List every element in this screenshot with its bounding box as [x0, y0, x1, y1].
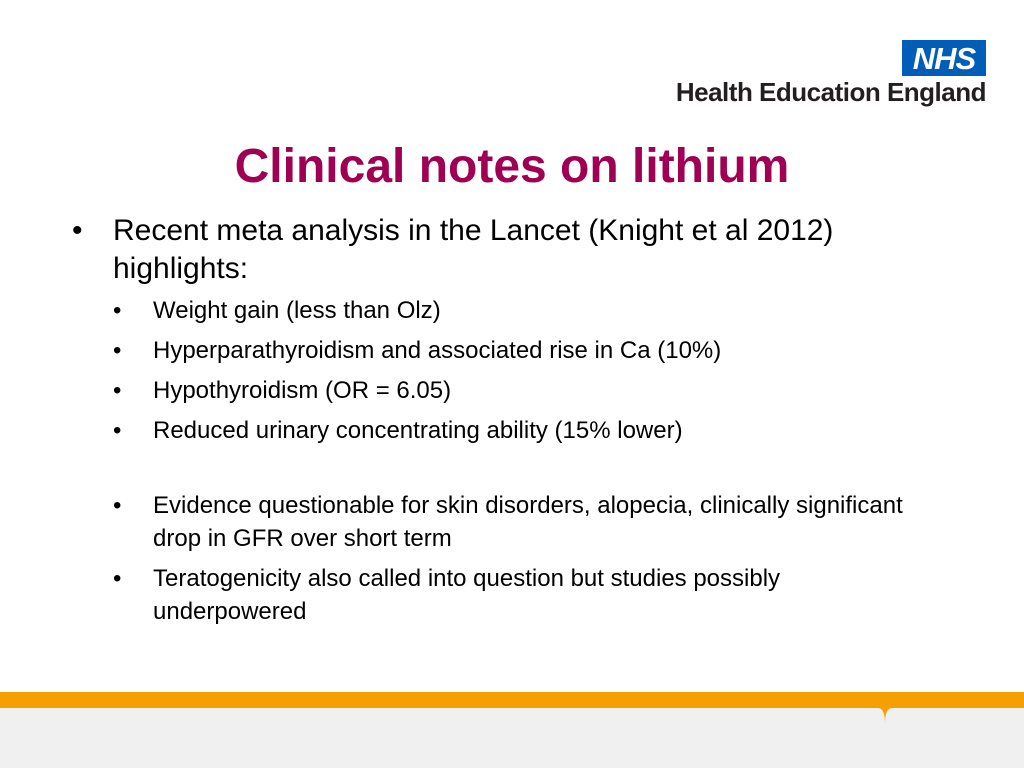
bullet-dot-icon: • — [113, 565, 122, 592]
bullet-dot-icon: • — [72, 214, 83, 247]
bullet-dot-icon: • — [113, 297, 122, 324]
bullet-dot-icon: • — [113, 377, 122, 404]
main-bullet-text: Recent meta analysis in the Lancet (Knight et al 2012) highlights: — [113, 214, 834, 285]
bullet-dot-icon: • — [113, 492, 122, 519]
footer-notch-shape — [858, 706, 912, 726]
nhs-logo-text: NHS — [912, 40, 976, 76]
sub-bullet-text: Reduced urinary concentrating ability (15% lower) — [153, 417, 683, 444]
sub-bullet-evidence — [0, 489, 923, 555]
sub-bullet-text: Evidence questionable for skin disorders, alopecia, clinically significant drop in GFR over short term — [153, 492, 903, 552]
nhs-logo-box — [902, 40, 986, 76]
sub-bullet-text: Hyperparathyroidism and associated rise in Ca (10%) — [153, 337, 722, 364]
sub-bullet-hyperparathyroidism — [0, 334, 923, 367]
bullet-dot-icon: • — [113, 337, 122, 364]
sub-bullet-teratogenicity — [0, 562, 923, 628]
sub-bullet-hypothyroidism — [0, 374, 923, 407]
sub-bullet-text: Weight gain (less than Olz) — [153, 297, 441, 324]
main-bullet — [0, 212, 943, 288]
nhs-hee-logo — [636, 40, 986, 112]
sub-bullet-weight-gain — [0, 294, 923, 327]
sub-bullet-urinary — [0, 414, 923, 447]
slide-body — [0, 212, 1024, 635]
sub-bullet-text: Hypothyroidism (OR = 6.05) — [153, 377, 452, 404]
sub-bullet-list — [0, 294, 1024, 628]
slide-title: Clinical notes on lithium — [234, 140, 790, 193]
bullet-dot-icon: • — [113, 417, 122, 444]
sub-bullet-text: Teratogenicity also called into question but studies possibly underpowered — [153, 565, 781, 625]
organisation-name: Health Education England — [675, 77, 986, 107]
